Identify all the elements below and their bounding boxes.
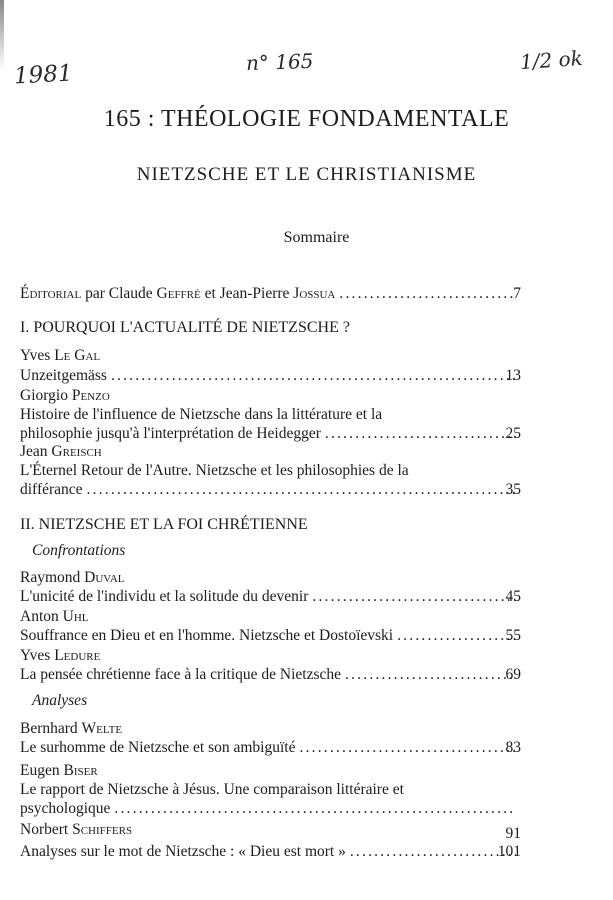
leader-dots bbox=[87, 480, 516, 500]
toc-entry bbox=[20, 587, 520, 607]
entry-page: 83 bbox=[505, 739, 521, 756]
entry-title: Le surhomme de Nietzsche et son ambiguïté bbox=[20, 739, 296, 756]
author-welte: Bernhard Welte bbox=[20, 720, 123, 737]
editorial-and: et Jean-Pierre bbox=[204, 285, 290, 302]
entry-title-line1: Le rapport de Nietzsche à Jésus. Une comparaison littéraire et bbox=[20, 781, 404, 798]
scan-edge-mark bbox=[0, 0, 4, 70]
entry-title-line1: Histoire de l'influence de Nietzsche dans la littérature et la bbox=[20, 406, 383, 423]
entry-page: 45 bbox=[505, 588, 521, 605]
chapter-title: 165 : THÉOLOGIE FONDAMENTALE bbox=[103, 106, 510, 132]
toc-entry bbox=[20, 665, 520, 685]
contents-heading: Sommaire bbox=[283, 229, 350, 246]
entry-page: 91 bbox=[505, 825, 521, 842]
author-biser: Eugen Biser bbox=[20, 762, 98, 779]
part-1-title: I. POURQUOI L'ACTUALITÉ DE NIETZSCHE ? bbox=[20, 319, 350, 336]
entry-title-line2: différance bbox=[20, 481, 83, 498]
author-uhl: Anton Uhl bbox=[20, 608, 89, 625]
entry-page: 35 bbox=[505, 481, 521, 498]
editorial-by: par Claude bbox=[85, 285, 153, 302]
analyses-heading: Analyses bbox=[32, 692, 88, 709]
entry-page: 69 bbox=[505, 666, 521, 683]
part-2-title: II. NIETZSCHE ET LA FOI CHRÉTIENNE bbox=[20, 516, 308, 533]
author-duval: Raymond Duval bbox=[20, 569, 125, 586]
confrontations-heading: Confrontations bbox=[32, 542, 126, 559]
entry-page: 25 bbox=[505, 425, 521, 442]
handwritten-year: 1981 bbox=[13, 60, 74, 90]
toc-entry bbox=[20, 366, 520, 386]
handwritten-issue-number: n° 165 bbox=[245, 48, 314, 76]
toc-entry bbox=[20, 799, 520, 819]
leader-dots bbox=[114, 799, 516, 819]
author-le-gal: Yves Le Gal bbox=[20, 347, 101, 364]
issue-subtitle: NIETZSCHE ET LE CHRISTIANISME bbox=[136, 164, 477, 185]
toc-entry bbox=[20, 738, 520, 758]
editorial-author-2: Jossua bbox=[293, 285, 336, 302]
toc-entry bbox=[20, 424, 520, 444]
entry-title: Analyses sur le mot de Nietzsche : « Dieu est mort » bbox=[20, 843, 346, 860]
entry-title: La pensée chrétienne face à la critique de Nietzsche bbox=[20, 666, 342, 683]
entry-title-line2: philosophie jusqu'à l'interprétation de Heidegger bbox=[20, 425, 321, 442]
leader-dots bbox=[111, 366, 516, 386]
author-schiffers: Norbert Schiffers bbox=[20, 821, 133, 838]
editorial-page: 7 bbox=[513, 285, 521, 302]
toc-entry bbox=[20, 480, 520, 500]
author-greisch: Jean Greisch bbox=[20, 443, 102, 460]
toc-entry bbox=[20, 842, 520, 862]
entry-page: 13 bbox=[505, 367, 521, 384]
editorial-entry bbox=[20, 284, 520, 304]
editorial-label: Éditorial bbox=[20, 285, 82, 302]
entry-title: L'unicité de l'individu et la solitude du devenir bbox=[20, 588, 309, 605]
handwritten-status: 1/2 ok bbox=[519, 45, 584, 75]
entry-title: Souffrance en Dieu et en l'homme. Nietzsche et Dostoïevski bbox=[20, 627, 394, 644]
entry-title: Unzeitgemäss bbox=[20, 367, 107, 384]
entry-title-line2: psychologique bbox=[20, 800, 111, 817]
author-ledure: Yves Ledure bbox=[20, 647, 101, 664]
entry-page: 55 bbox=[505, 627, 521, 644]
toc-entry bbox=[20, 626, 520, 646]
editorial-author-1: Geffré bbox=[156, 285, 201, 302]
entry-title-line1: L'Éternel Retour de l'Autre. Nietzsche et les philosophies de la bbox=[20, 462, 409, 479]
entry-page: 101 bbox=[497, 843, 521, 860]
author-penzo: Giorgio Penzo bbox=[20, 387, 110, 404]
